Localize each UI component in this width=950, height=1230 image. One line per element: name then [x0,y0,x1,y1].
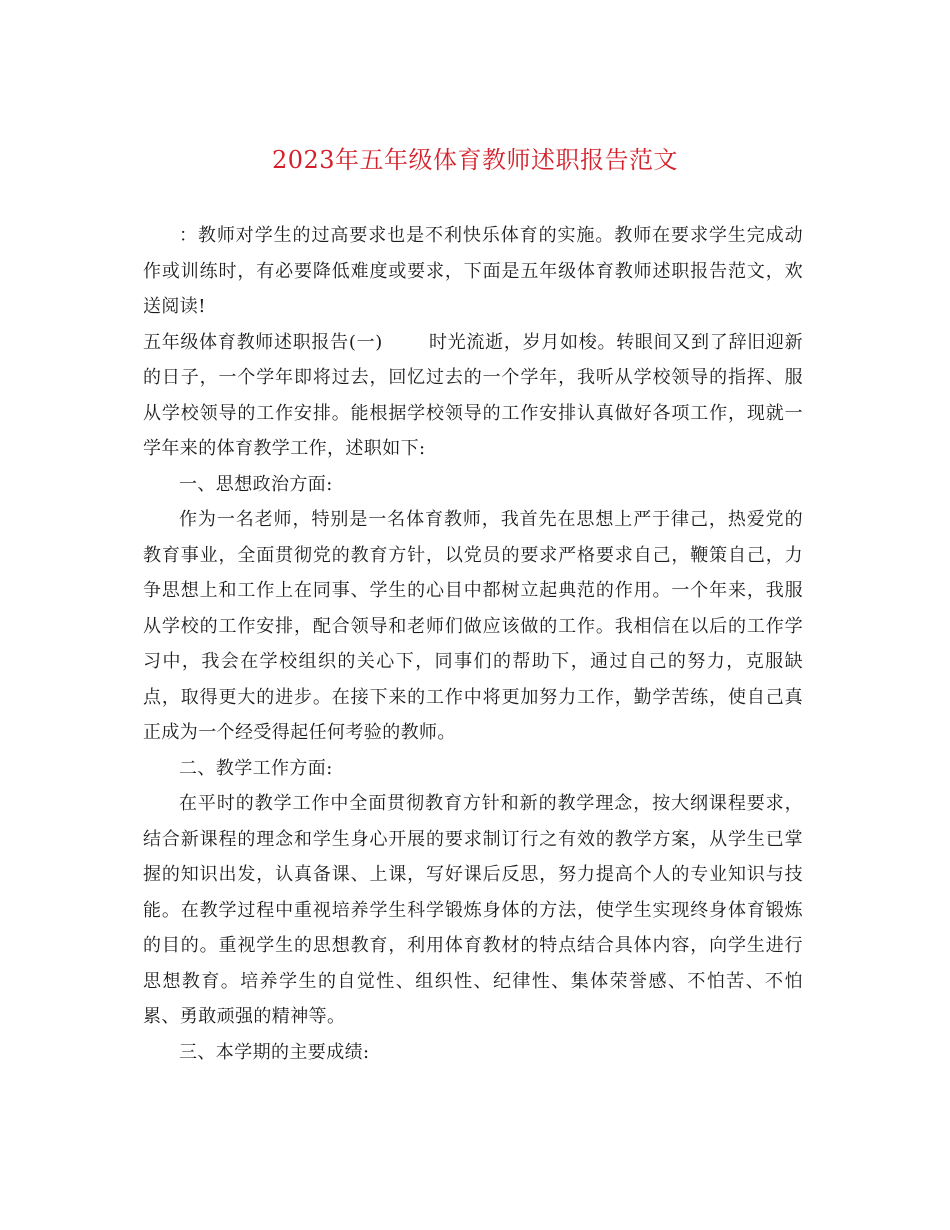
report1-paragraph [143,325,803,467]
section3-heading: 三、本学期的主要成绩: [179,1041,370,1063]
section2-heading: 二、教学工作方面: [179,757,333,779]
section2-paragraph: 在平时的教学工作中全面贯彻教育方针和新的教学理念，按大纲课程要求，结合新课程的理念和学生身心开展的要求制订行之有效的教学方案，从学生已掌握的知识出发，认真备课、上课，写好课后反思，努力提高个人的专业知识与技能。在教学过程中重视培养学生科学锻炼身体的方法，使学生实现终身体育锻炼的目的。重视学生的思想教育，利用体育教材的特点结合具体内容，向学生进行思想教育。培养学生的自觉性、组织性、纪律性、集体荣誉感、不怕苦、不怕累、勇敢顽强的精神等。 [143,793,803,1027]
section1-heading: 一、思想政治方面: [179,473,333,495]
section1-paragraph: 作为一名老师，特别是一名体育教师，我首先在思想上严于律己，热爱党的教育事业，全面贯彻党的教育方针，以党员的要求严格要求自己，鞭策自己，力争思想上和工作上在同事、学生的心目中都树立起典范的作用。一个年来，我服从学校的工作安排，配合领导和老师们做应该做的工作。我相信在以后的工作学习中，我会在学校组织的关心下，同事们的帮助下，通过自己的努力，克服缺点，取得更大的进步。在接下来的工作中将更加努力工作，勤学苦练，使自己真正成为一个经受得起任何考验的教师。 [143,509,803,743]
intro-paragraph: ：教师对学生的过高要求也是不利快乐体育的实施。教师在要求学生完成动作或训练时，有必要降低难度或要求，下面是五年级体育教师述职报告范文，欢送阅读! [143,225,803,317]
report1-heading: 五年级体育教师述职报告(一) [143,331,383,353]
document-title: 2023年五年级体育教师述职报告范文 [271,146,679,174]
report1-text: 时光流逝，岁月如梭。转眼间又到了辞旧迎新的日子，一个学年即将过去，回忆过去的一个学年，我听从学校领导的指挥、服从学校领导的工作安排。能根据学校领导的工作安排认真做好各项工作，现就一学年来的体育教学工作，述职如下: [143,331,803,459]
document-body [143,218,803,1070]
